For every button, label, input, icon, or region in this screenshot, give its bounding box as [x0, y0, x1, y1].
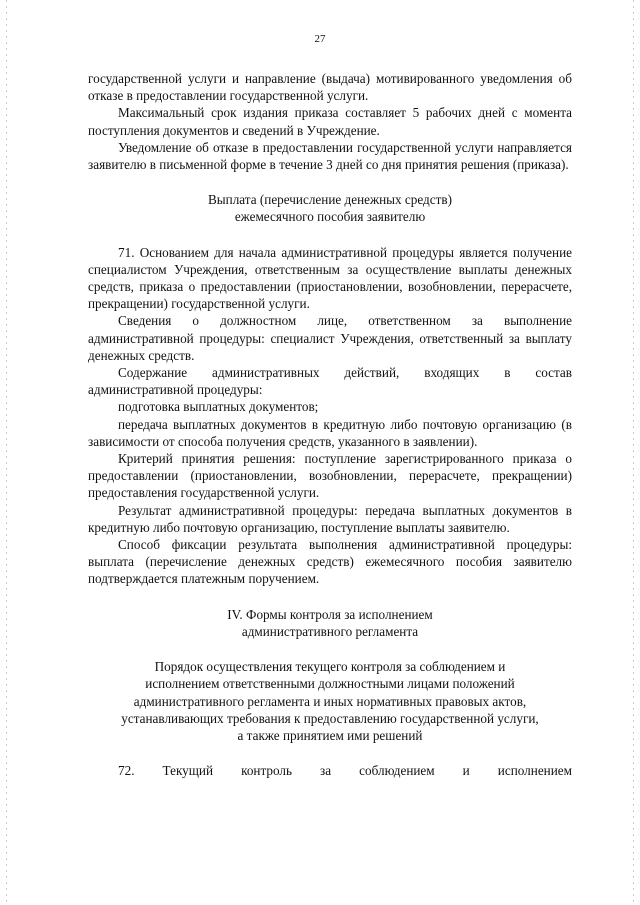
document-body	[88, 70, 572, 779]
section-heading-line: Выплата (перечисление денежных средств)	[207, 192, 452, 208]
paragraph: Максимальный срок издания приказа составляет 5 рабочих дней с момента поступления документов и сведений в Учреждение.	[88, 105, 572, 138]
paragraph: Содержание административных действий, входящих в состав административной процедуры:	[88, 365, 572, 398]
subsection-heading-line: Порядок осуществления текущего контроля за соблюдением и	[154, 659, 506, 675]
paragraph: Результат административной процедуры: передача выплатных документов в кредитную либо почтовую организацию, поступление выплаты заявителю.	[88, 502, 572, 535]
paragraph: 71. Основанием для начала административной процедуры является получение специалистом Учреждения, ответственным за осуществление выплаты денежных средств, приказа о предоставлении (приостановлении, возобновлении, перерасчете, прекращении) государственной услуги.	[88, 244, 572, 312]
scan-edge-right	[633, 0, 634, 905]
paragraph: Способ фиксации результата выполнения административной процедуры: выплата (перечисление денежных средств) ежемесячного пособия заявителю подтверждается платежным поручением.	[88, 537, 572, 587]
page-number: 27	[314, 33, 326, 45]
chapter-heading-line: IV. Формы контроля за исполнением	[227, 606, 433, 622]
list-item: передача выплатных документов в кредитную либо почтовую организацию (в зависимости от способа получения средств, указанного в заявлении).	[88, 416, 572, 449]
paragraph: Уведомление об отказе в предоставлении государственной услуги направляется заявителю в письменной форме в течение 3 дней со дня принятия решения (приказа).	[88, 139, 572, 173]
section-heading-line: ежемесячного пособия заявителю	[234, 209, 426, 225]
paragraph: Критерий принятия решения: поступление зарегистрированного приказа о предоставлении (приостановлении, возобновлении, перерасчете, прекращении) предоставления государственной услуги.	[88, 451, 572, 501]
subsection-heading-line: устанавливающих требования к предоставлению государственной услуги,	[121, 710, 539, 726]
subsection-heading-line: административного регламента и иных нормативных правовых актов,	[133, 693, 527, 709]
subsection-heading-line: исполнением ответственными должностными лицами положений	[145, 676, 515, 692]
paragraph-continuation: государственной услуги и направление (выдача) мотивированного уведомления об отказе в предоставлении государственной услуги.	[88, 71, 572, 104]
chapter-heading-line: административного регламента	[241, 623, 419, 639]
scan-edge-left	[6, 0, 7, 905]
paragraph: Сведения о должностном лице, ответственном за выполнение административной процедуры: специалист Учреждения, ответственный за выплату денежных средств.	[88, 313, 572, 363]
subsection-heading-line: а также принятием ими решений	[237, 727, 423, 743]
list-item: подготовка выплатных документов;	[118, 399, 319, 415]
paragraph-partial: 72. Текущий контроль за соблюдением и исполнением	[118, 763, 572, 779]
